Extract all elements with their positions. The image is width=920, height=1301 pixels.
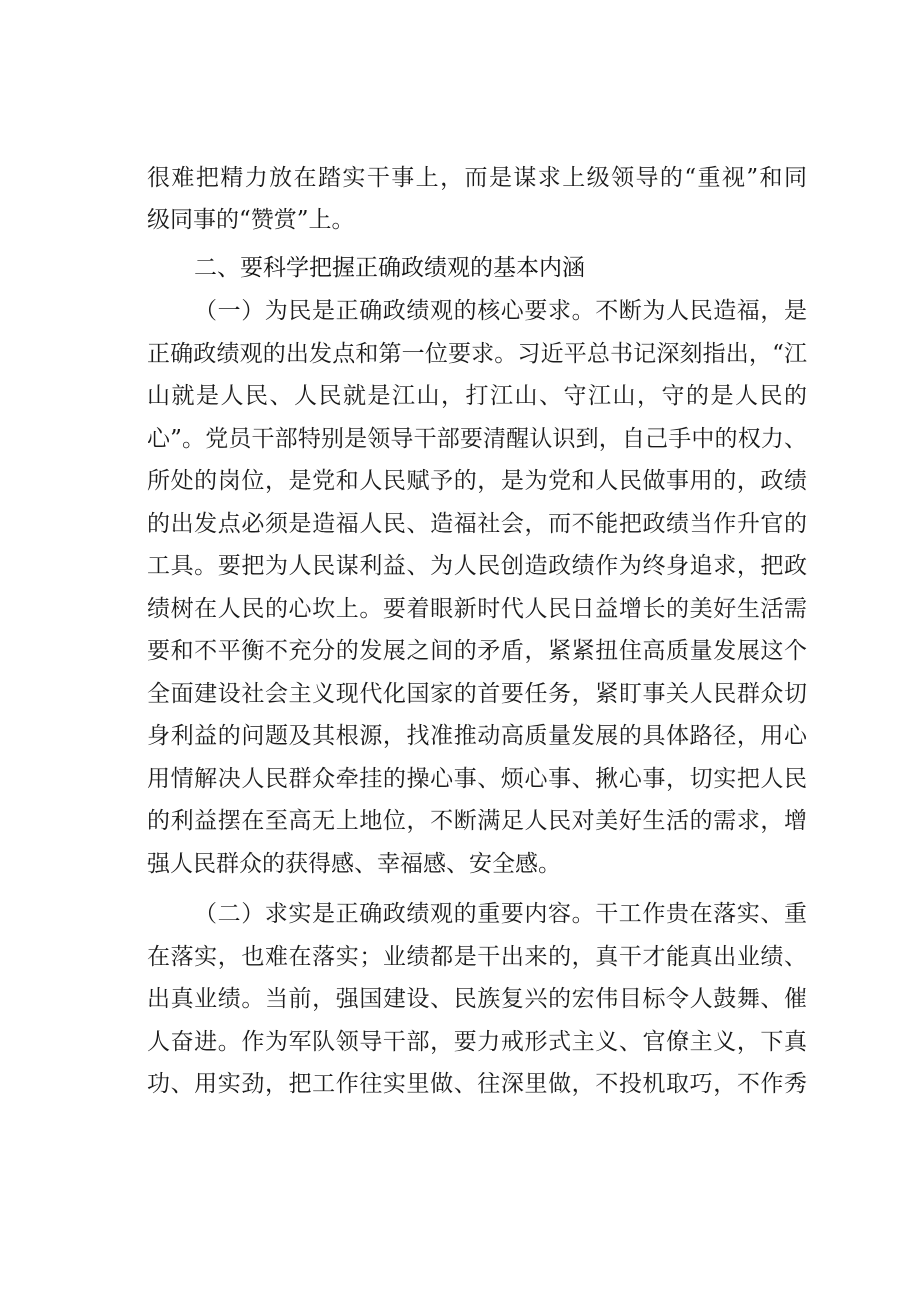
text-line: 所处的岗位，是党和人民赋予的，是为党和人民做事用的，政绩 xyxy=(147,468,807,494)
text-line: 山就是人民、人民就是江山，打江山、守江山，守的是人民的 xyxy=(147,383,807,409)
text-line: （二）求实是正确政绩观的重要内容。干工作贵在落实、重 xyxy=(194,901,807,927)
text-line: （一）为民是正确政绩观的核心要求。不断为人民造福，是 xyxy=(194,298,807,324)
text-line: 用情解决人民群众牵挂的操心事、烦心事、揪心事，切实把人民 xyxy=(147,766,807,792)
text-line: 在落实，也难在落实；业绩都是干出来的，真干才能真出业绩、 xyxy=(147,944,807,970)
text-line: 全面建设社会主义现代化国家的首要任务，紧盯事关人民群众切 xyxy=(147,681,807,707)
text-line: 强人民群众的获得感、幸福感、安全感。 xyxy=(147,851,561,877)
text-line: 正确政绩观的出发点和第一位要求。习近平总书记深刻指出，“江 xyxy=(147,341,807,367)
text-line: 人奋进。作为军队领导干部，要力戒形式主义、官僚主义，下真 xyxy=(147,1029,807,1055)
text-line: 要和不平衡不充分的发展之间的矛盾，紧紧扭住高质量发展这个 xyxy=(147,638,807,664)
section-heading: 二、要科学把握正确政绩观的基本内涵 xyxy=(194,255,585,281)
text-line: 绩树在人民的心坎上。要着眼新时代人民日益增长的美好生活需 xyxy=(147,596,807,622)
text-line: 心”。党员干部特别是领导干部要清醒认识到，自己手中的权力、 xyxy=(147,426,807,452)
text-line: 工具。要把为人民谋利益、为人民创造政绩作为终身追求，把政 xyxy=(147,553,807,579)
text-line: 身利益的问题及其根源，找准推动高质量发展的具体路径，用心 xyxy=(147,723,807,749)
text-line: 级同事的“赞赏”上。 xyxy=(147,207,355,233)
text-line: 的利益摆在至高无上地位，不断满足人民对美好生活的需求，增 xyxy=(147,808,807,834)
text-line: 出真业绩。当前，强国建设、民族复兴的宏伟目标令人鼓舞、催 xyxy=(147,986,807,1012)
text-line: 很难把精力放在踏实干事上，而是谋求上级领导的“重视”和同 xyxy=(147,165,807,191)
text-line: 的出发点必须是造福人民、造福社会，而不能把政绩当作升官的 xyxy=(147,511,807,537)
text-line: 功、用实劲，把工作往实里做、往深里做，不投机取巧，不作秀 xyxy=(147,1071,807,1097)
